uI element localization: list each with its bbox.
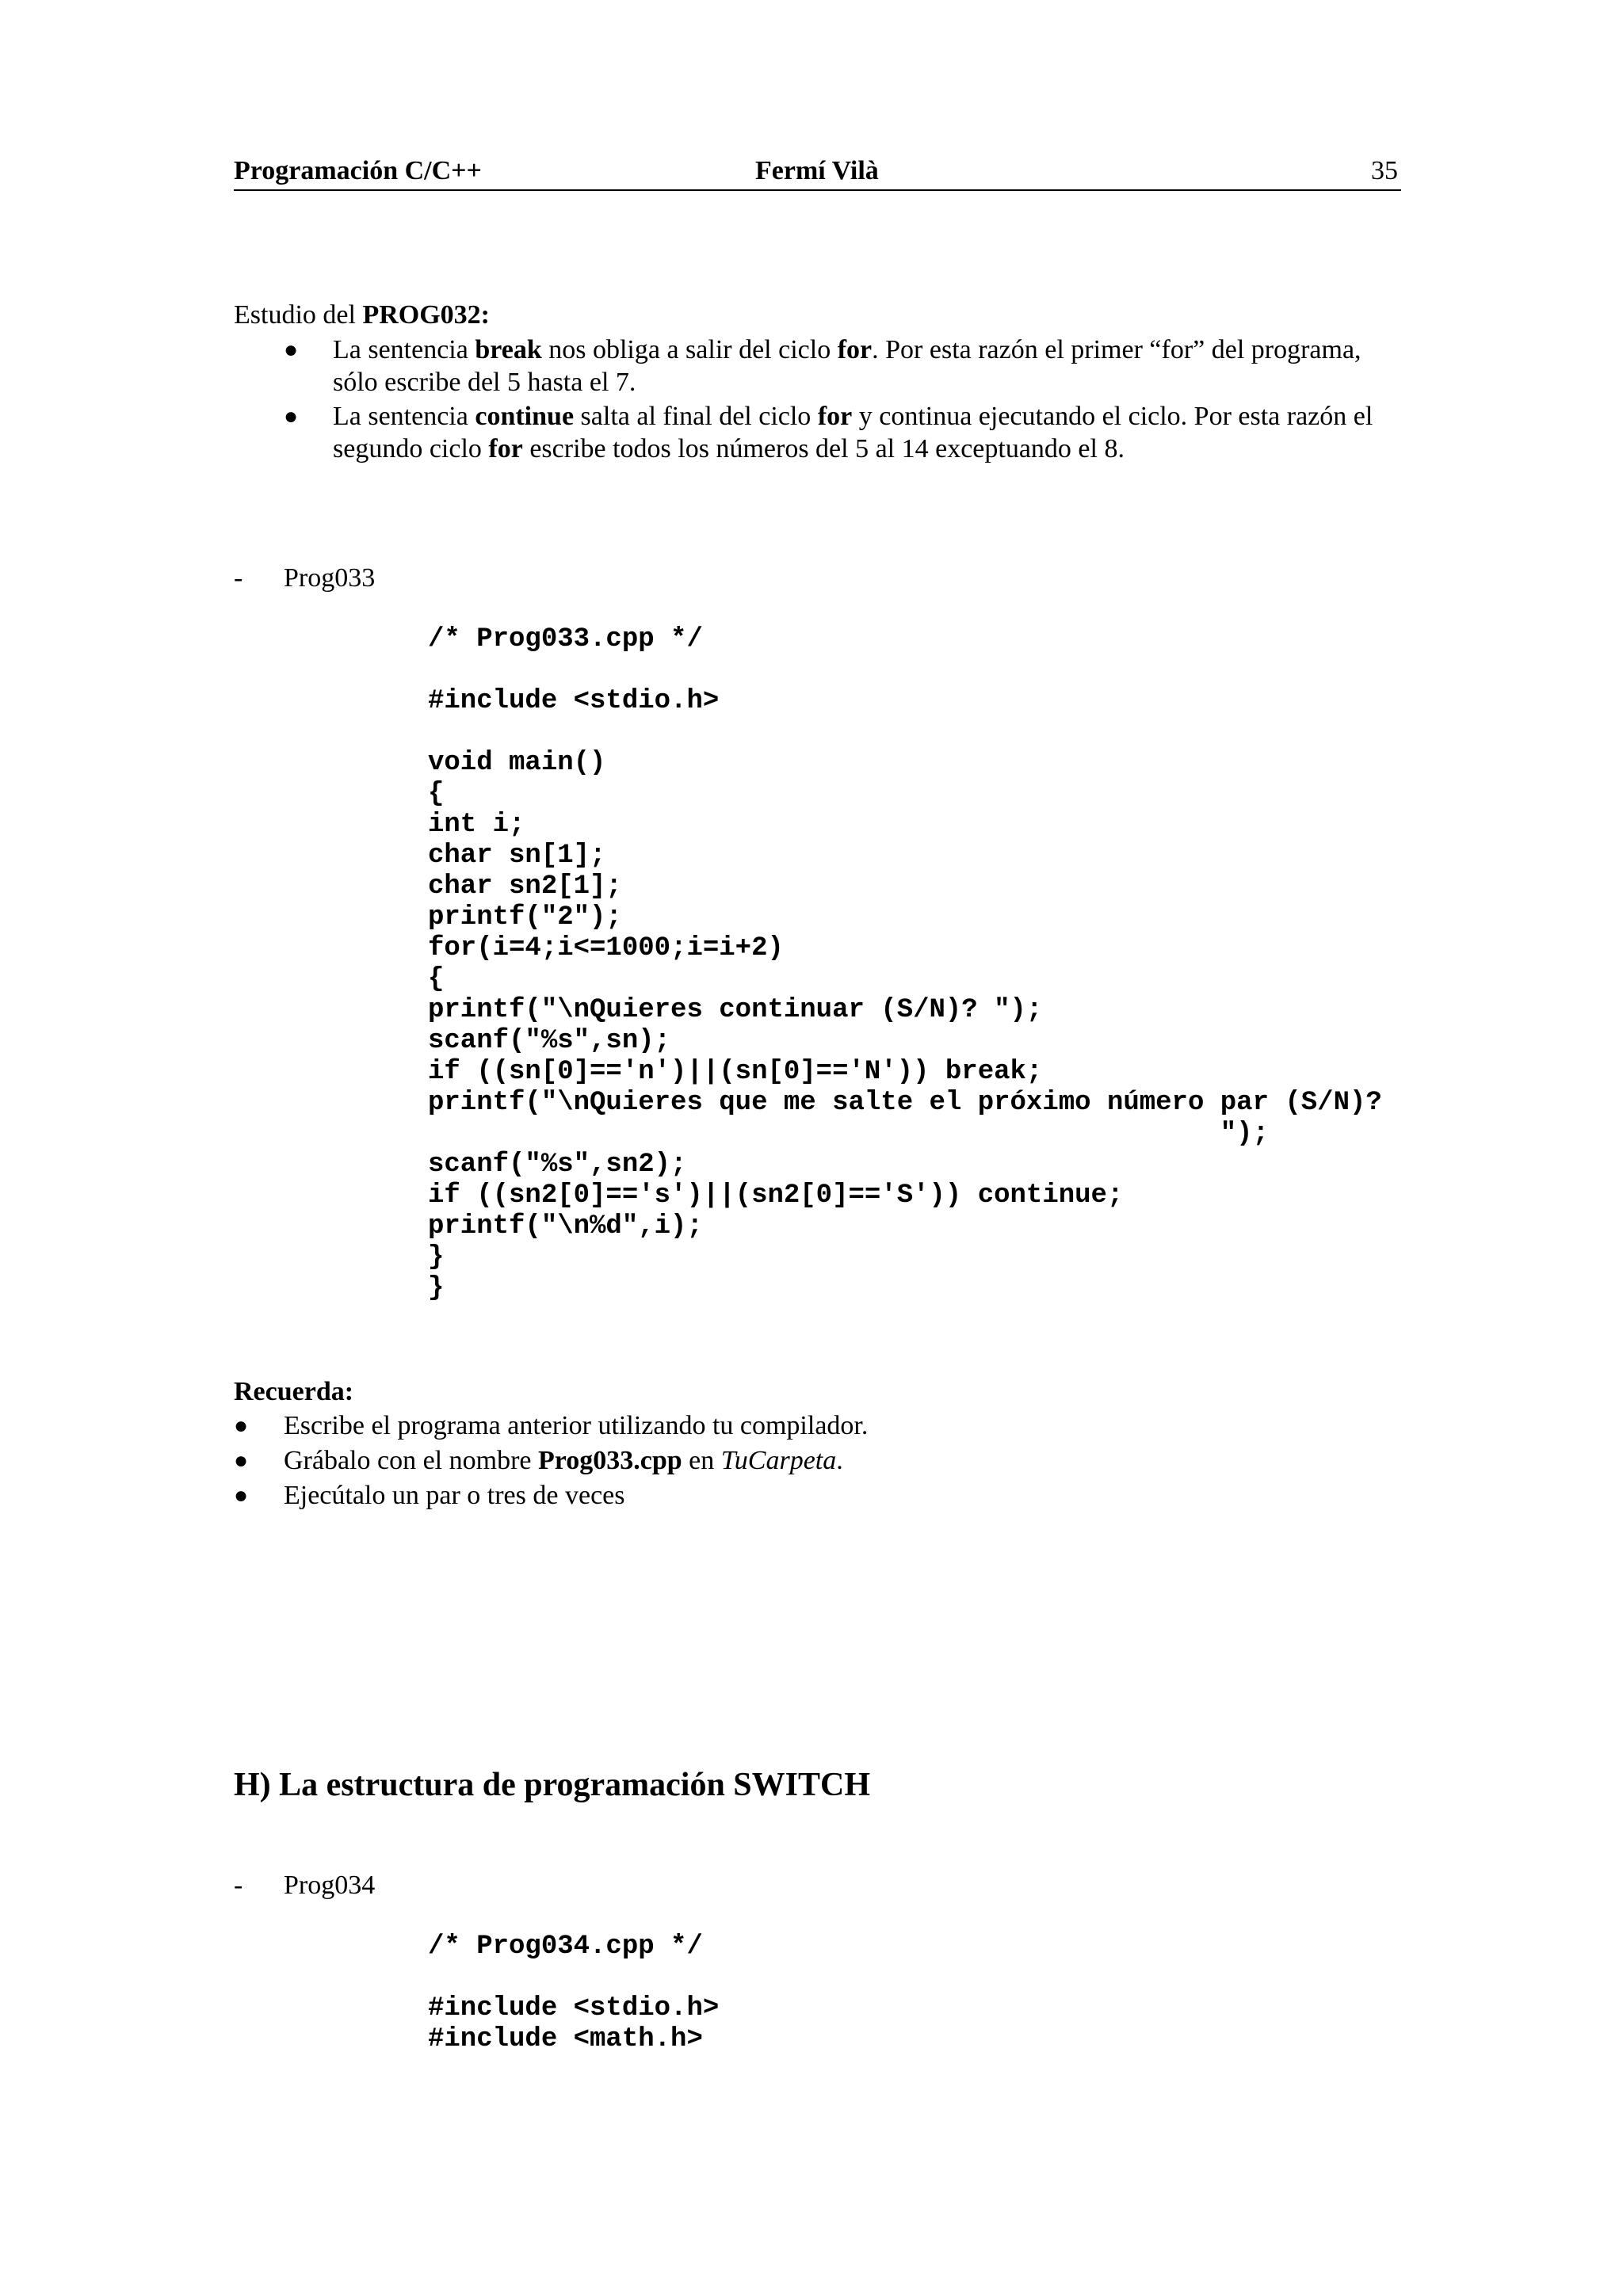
page-number: 35 [1371,156,1398,185]
section-h-title: H) La estructura de programación SWITCH [234,1767,871,1803]
code-line: { [428,779,445,809]
prog034-code-block [428,1932,719,2055]
text-run: Prog033.cpp [538,1446,682,1475]
text-run: for [817,402,853,431]
recuerda-item3: Ejecútalo un par o tres de veces [284,1481,625,1510]
text-run: Grábalo con el nombre [284,1446,538,1475]
text-run: break [475,335,542,364]
estudio-bullet2-line1 [333,399,1373,434]
code-line: int i; [428,810,525,840]
code-line: printf("2"); [428,902,622,933]
code-line [428,655,1382,686]
code-line: #include <stdio.h> [428,686,720,716]
text-run: continue [475,402,575,431]
prog033-dash: - [234,563,243,593]
text-run: . [836,1446,843,1475]
estudio-bullet2-line2 [333,432,1125,467]
prog034-label: Prog034 [284,1871,376,1900]
text-run: en [682,1446,721,1475]
prog033-label: Prog033 [284,563,376,593]
code-line [428,1962,719,1993]
code-line: { [428,964,445,994]
text-run: La sentencia [333,335,475,364]
bullet-icon: ● [234,1482,249,1508]
code-line: printf("\nQuieres continuar (S/N)? "); [428,995,1043,1025]
bullet-icon: ● [234,1413,249,1439]
header-left: Programación C/C++ [234,156,482,185]
code-line: if ((sn2[0]=='s')||(sn2[0]=='S')) continue; [428,1180,1124,1211]
code-line: if ((sn[0]=='n')||(sn[0]=='N')) break; [428,1057,1043,1087]
code-line: #include <stdio.h> [428,1993,720,2023]
code-line: printf("\nQuieres que me salte el próximo número par (S/N)? [428,1088,1382,1118]
bullet-icon: ● [284,403,299,429]
code-line: char sn2[1]; [428,871,622,902]
recuerda-title: Recuerda: [234,1377,354,1406]
estudio-bullet1-line1 [333,333,1361,368]
code-line: #include <math.h> [428,2024,703,2054]
text-run: nos obliga a salir del ciclo [541,335,838,364]
code-line [428,717,1382,748]
code-line: "); [428,1119,1269,1149]
text-run: y continua ejecutando el ciclo. Por esta razón el [852,402,1373,431]
code-line: void main() [428,748,606,778]
text-run: for [488,434,523,463]
text-run: segundo ciclo [333,434,489,463]
prog033-code-block [428,624,1382,1304]
code-line: } [428,1242,445,1272]
text-run: salta al final del ciclo [574,402,818,431]
bullet-icon: ● [234,1447,249,1474]
estudio-intro-bold: PROG032: [362,300,490,330]
code-line: printf("\n%d",i); [428,1211,703,1241]
recuerda-item1: Escribe el programa anterior utilizando tu compilador. [284,1411,869,1440]
estudio-intro [234,298,490,333]
prog034-dash: - [234,1871,243,1900]
header-rule [234,189,1401,191]
text-run: TuCarpeta [720,1446,837,1475]
code-line: /* Prog034.cpp */ [428,1932,703,1962]
text-run: . Por esta razón el primer “for” del programa, [872,335,1361,364]
header-center: Fermí Vilà [755,156,879,185]
estudio-bullet1-line2: sólo escribe del 5 hasta el 7. [333,368,636,397]
estudio-intro-prefix: Estudio del [234,300,363,330]
code-line: } [428,1273,445,1303]
code-line: scanf("%s",sn); [428,1026,671,1056]
code-line: scanf("%s",sn2); [428,1150,687,1180]
text-run: for [837,335,873,364]
code-line: for(i=4;i<=1000;i=i+2) [428,933,784,963]
bullet-icon: ● [284,337,299,363]
text-run: escribe todos los números del 5 al 14 exceptuando el 8. [522,434,1125,463]
code-line: /* Prog033.cpp */ [428,624,703,654]
recuerda-item2 [284,1444,843,1478]
code-line: char sn[1]; [428,841,606,871]
text-run: La sentencia [333,402,475,431]
